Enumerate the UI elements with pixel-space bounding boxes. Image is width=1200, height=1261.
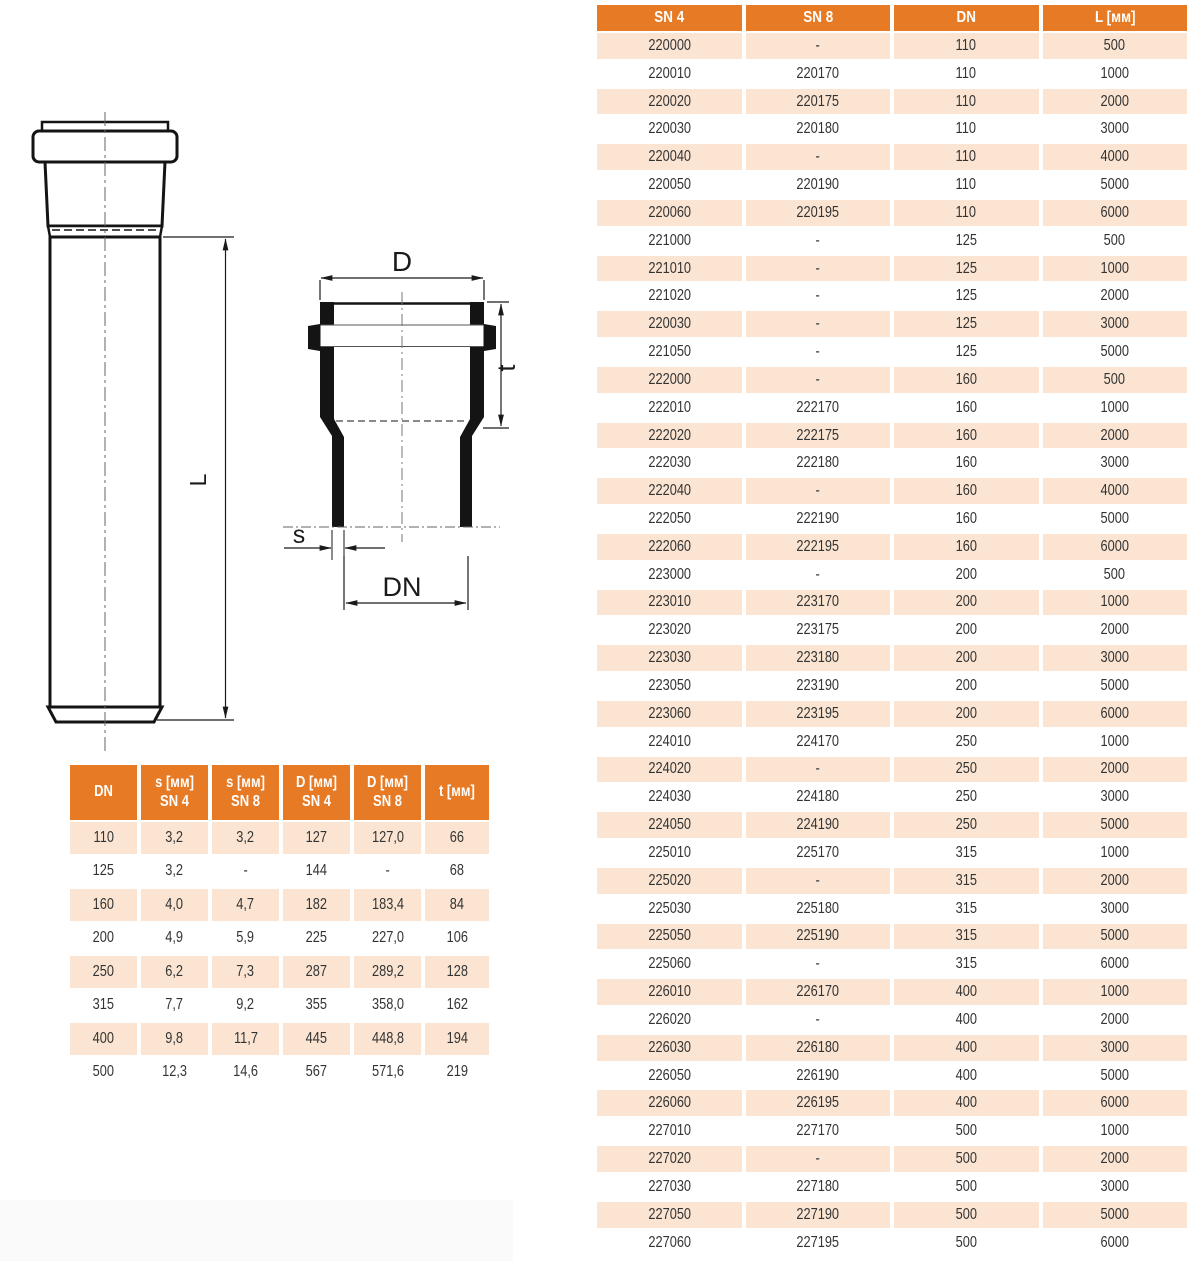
table-row [597,673,1187,699]
table-cell: 227190 [746,1202,891,1228]
table-cell: 221050 [597,339,742,365]
table-cell: 222050 [597,506,742,532]
table-cell: 5000 [1043,339,1188,365]
table-cell: - [354,856,421,888]
table-cell: 162 [425,990,489,1022]
column-header: s [мм] SN 4 [141,765,208,820]
table-row [597,33,1187,59]
table-row [597,367,1187,393]
table-cell: 250 [894,729,1039,755]
table-row [597,784,1187,810]
table-cell: 6000 [1043,1230,1188,1256]
table-row [70,822,489,854]
table-cell: 6000 [1043,951,1188,977]
table-cell: 224010 [597,729,742,755]
table-cell: 226060 [597,1090,742,1116]
table-cell: 5000 [1043,1202,1188,1228]
table-cell: 14,6 [212,1057,279,1089]
table-cell: 220000 [597,33,742,59]
column-header: D [мм] SN 4 [283,765,350,820]
table-cell: 125 [894,311,1039,337]
table-cell: 66 [425,822,489,854]
table-row [70,923,489,955]
table-cell: 4,9 [141,923,208,955]
table-cell: 5000 [1043,1063,1188,1089]
table-cell: - [746,951,891,977]
table-row [597,840,1187,866]
table-cell: 4,7 [212,889,279,921]
table-row [597,339,1187,365]
table-row [597,868,1187,894]
table-cell: 250 [894,784,1039,810]
table-cell: 6000 [1043,1090,1188,1116]
table-row [597,1202,1187,1228]
table-cell: 220030 [597,116,742,142]
table-cell: 223180 [746,645,891,671]
column-header: DN [70,765,137,820]
column-header: SN 8 [746,5,891,31]
table-row [597,1118,1187,1144]
table-cell: 128 [425,956,489,988]
table-row [597,172,1187,198]
table-cell: 2000 [1043,757,1188,783]
table-cell: 500 [1043,228,1188,254]
table-cell: 125 [70,856,137,888]
table-cell: 500 [1043,33,1188,59]
table-row [597,979,1187,1005]
table-cell: 400 [894,1063,1039,1089]
table-row [597,1174,1187,1200]
table-row [597,256,1187,282]
table-cell: 220175 [746,89,891,115]
table-cell: 1000 [1043,1118,1188,1144]
table-cell: 194 [425,1023,489,1055]
table-cell: 224180 [746,784,891,810]
table-cell: 224190 [746,812,891,838]
table-cell: 1000 [1043,840,1188,866]
table-cell: 222175 [746,423,891,449]
column-header: D [мм] SN 8 [354,765,421,820]
table-row [70,990,489,1022]
table-cell: 110 [894,116,1039,142]
table-cell: 225 [283,923,350,955]
table-cell: 400 [894,979,1039,1005]
table-cell: 6000 [1043,701,1188,727]
table-cell: 445 [283,1023,350,1055]
table-cell: 226195 [746,1090,891,1116]
table-row [597,617,1187,643]
table-cell: 400 [70,1023,137,1055]
table-cell: 250 [894,757,1039,783]
table-cell: 226170 [746,979,891,1005]
table-row [70,956,489,988]
table-cell: 200 [894,617,1039,643]
table-cell: 222060 [597,534,742,560]
table-cell: 2000 [1043,89,1188,115]
table-cell: 315 [70,990,137,1022]
table-cell: 226010 [597,979,742,1005]
table-row [597,450,1187,476]
table-row [597,1146,1187,1172]
table-row [597,645,1187,671]
table-cell: 500 [894,1230,1039,1256]
table-cell: 223190 [746,673,891,699]
table-cell: 144 [283,856,350,888]
table-cell: 9,2 [212,990,279,1022]
table-cell: - [746,1146,891,1172]
table-cell: 4000 [1043,144,1188,170]
table-cell: 1000 [1043,729,1188,755]
table-cell: 225170 [746,840,891,866]
table-cell: 227195 [746,1230,891,1256]
table-row [70,1057,489,1089]
table-cell: 110 [894,172,1039,198]
table-cell: 125 [894,256,1039,282]
table-cell: 223060 [597,701,742,727]
table-cell: 3000 [1043,450,1188,476]
table-cell: 2000 [1043,1146,1188,1172]
table-cell: 400 [894,1090,1039,1116]
table-cell: 5000 [1043,506,1188,532]
table-cell: 225180 [746,896,891,922]
table-row [70,889,489,921]
table-cell: 222180 [746,450,891,476]
table-row [597,423,1187,449]
table-cell: 222170 [746,395,891,421]
table-cell: - [746,33,891,59]
table-cell: 227060 [597,1230,742,1256]
table-cell: 1000 [1043,61,1188,87]
table-cell: 2000 [1043,617,1188,643]
table-cell: 225050 [597,924,742,950]
table-cell: 5000 [1043,924,1188,950]
table-cell: 222010 [597,395,742,421]
table-row [597,200,1187,226]
table-cell: 500 [70,1057,137,1089]
table-cell: 160 [894,450,1039,476]
table-cell: 220040 [597,144,742,170]
table-cell: - [746,562,891,588]
table-cell: 226190 [746,1063,891,1089]
table-cell: - [746,1007,891,1033]
table-cell: 220195 [746,200,891,226]
dimension-label-L: L [185,473,211,487]
table-cell: 221020 [597,283,742,309]
table-cell: 224020 [597,757,742,783]
table-cell: 3,2 [212,822,279,854]
table-cell: 220050 [597,172,742,198]
table-cell: 125 [894,339,1039,365]
table-cell: 5000 [1043,812,1188,838]
table-cell: 223175 [746,617,891,643]
table-row [597,1007,1187,1033]
table-cell: 223170 [746,590,891,616]
table-cell: 68 [425,856,489,888]
socket-section-drawing [268,243,534,625]
table-cell: 3000 [1043,116,1188,142]
table-cell: 223195 [746,701,891,727]
table-cell: - [212,856,279,888]
table-cell: 250 [894,812,1039,838]
table-cell: 250 [70,956,137,988]
table-cell: 358,0 [354,990,421,1022]
column-header: s [мм] SN 8 [212,765,279,820]
table-cell: 110 [894,61,1039,87]
table-cell: 448,8 [354,1023,421,1055]
table-cell: 11,7 [212,1023,279,1055]
table-cell: 2000 [1043,868,1188,894]
table-cell: 227030 [597,1174,742,1200]
table-cell: 220020 [597,89,742,115]
table-cell: 220190 [746,172,891,198]
table-cell: - [746,478,891,504]
table-cell: 9,8 [141,1023,208,1055]
table-row [597,562,1187,588]
table-cell: - [746,256,891,282]
table-cell: 222195 [746,534,891,560]
table-cell: 110 [894,144,1039,170]
table-cell: - [746,311,891,337]
table-cell: 224030 [597,784,742,810]
table-cell: 500 [1043,562,1188,588]
table-cell: 160 [894,367,1039,393]
table-cell: 1000 [1043,979,1188,1005]
table-cell: 200 [894,701,1039,727]
table-cell: 110 [894,89,1039,115]
table-row [597,701,1187,727]
dimension-label-t: t [493,364,521,372]
table-cell: 200 [894,645,1039,671]
table-cell: 226180 [746,1035,891,1061]
table-cell: 127 [283,822,350,854]
table-cell: 183,4 [354,889,421,921]
table-row [597,951,1187,977]
table-cell: 110 [894,33,1039,59]
table-cell: 6000 [1043,534,1188,560]
table-row [597,506,1187,532]
table-row [597,534,1187,560]
table-cell: 127,0 [354,822,421,854]
table-cell: 315 [894,924,1039,950]
table-cell: 7,7 [141,990,208,1022]
table-cell: 5,9 [212,923,279,955]
dimension-label-s: s [292,521,306,549]
table-row [597,924,1187,950]
table-cell: 400 [894,1035,1039,1061]
table-cell: 227050 [597,1202,742,1228]
table-row [70,856,489,888]
table-cell: 225020 [597,868,742,894]
table-cell: 223030 [597,645,742,671]
table-cell: 84 [425,889,489,921]
table-cell: 5000 [1043,172,1188,198]
table-cell: 227170 [746,1118,891,1144]
table-cell: 1000 [1043,590,1188,616]
table-cell: 221000 [597,228,742,254]
table-cell: 315 [894,951,1039,977]
table-cell: 125 [894,283,1039,309]
table-cell: 110 [894,200,1039,226]
header-row [597,5,1187,31]
table-cell: 355 [283,990,350,1022]
table-cell: 2000 [1043,423,1188,449]
table-cell: 223050 [597,673,742,699]
table-cell: 227180 [746,1174,891,1200]
table-cell: 12,3 [141,1057,208,1089]
table-cell: 6,2 [141,956,208,988]
table-cell: 160 [70,889,137,921]
table-cell: 160 [894,506,1039,532]
table-cell: 1000 [1043,395,1188,421]
table-cell: 3000 [1043,645,1188,671]
table-cell: 222020 [597,423,742,449]
table-cell: - [746,283,891,309]
table-cell: - [746,757,891,783]
table-cell: - [746,144,891,170]
table-cell: 500 [894,1202,1039,1228]
table-cell: 225030 [597,896,742,922]
table-row [597,61,1187,87]
column-header: L [мм] [1043,5,1188,31]
table-row [597,1063,1187,1089]
table-cell: - [746,339,891,365]
table-row [597,1230,1187,1256]
table-cell: 220180 [746,116,891,142]
table-cell: 287 [283,956,350,988]
table-cell: 315 [894,868,1039,894]
article-numbers-table [593,3,1191,1258]
table-cell: 500 [894,1118,1039,1144]
table-cell: 5000 [1043,673,1188,699]
table-row [597,590,1187,616]
table-row [597,812,1187,838]
table-cell: 200 [70,923,137,955]
table-cell: 160 [894,478,1039,504]
table-cell: 200 [894,673,1039,699]
table-row [597,311,1187,337]
table-row [597,729,1187,755]
table-cell: 222000 [597,367,742,393]
table-cell: 200 [894,562,1039,588]
dimension-label-DN: DN [382,572,422,602]
table-cell: 222190 [746,506,891,532]
table-cell: 200 [894,590,1039,616]
table-row [597,1035,1187,1061]
table-cell: 571,6 [354,1057,421,1089]
column-header: DN [894,5,1039,31]
table-cell: 2000 [1043,1007,1188,1033]
table-cell: 224170 [746,729,891,755]
table-cell: 227020 [597,1146,742,1172]
table-cell: 223010 [597,590,742,616]
column-header: SN 4 [597,5,742,31]
pipe-side-view-drawing [18,103,250,765]
table-cell: 567 [283,1057,350,1089]
table-cell: 220010 [597,61,742,87]
table-cell: 220030 [597,311,742,337]
table-cell: 220170 [746,61,891,87]
table-cell: 225060 [597,951,742,977]
table-row [597,896,1187,922]
table-cell: 110 [70,822,137,854]
table-cell: 225190 [746,924,891,950]
table-cell: 160 [894,395,1039,421]
dimension-label-D: D [391,246,413,277]
table-row [597,228,1187,254]
table-cell: 219 [425,1057,489,1089]
table-cell: 160 [894,423,1039,449]
table-cell: 4000 [1043,478,1188,504]
table-cell: 7,3 [212,956,279,988]
table-cell: 225010 [597,840,742,866]
table-cell: 182 [283,889,350,921]
table-cell: 3000 [1043,896,1188,922]
table-cell: 3000 [1043,311,1188,337]
table-cell: 315 [894,840,1039,866]
table-cell: 227,0 [354,923,421,955]
page-footer-strip [0,1200,513,1261]
table-cell: - [746,868,891,894]
table-cell: 1000 [1043,256,1188,282]
table-cell: 106 [425,923,489,955]
table-cell: 6000 [1043,200,1188,226]
table-row [597,144,1187,170]
column-header: t [мм] [425,765,489,820]
table-cell: 221010 [597,256,742,282]
pipe-dimensions-table [66,763,493,1090]
table-cell: 220060 [597,200,742,226]
table-cell: 315 [894,896,1039,922]
table-cell: 223000 [597,562,742,588]
table-cell: - [746,228,891,254]
table-cell: 224050 [597,812,742,838]
table-cell: 226030 [597,1035,742,1061]
table-cell: 3000 [1043,784,1188,810]
table-cell: 500 [1043,367,1188,393]
table-cell: 500 [894,1146,1039,1172]
table-cell: 3000 [1043,1035,1188,1061]
table-cell: 2000 [1043,283,1188,309]
table-row [70,1023,489,1055]
table-cell: 226050 [597,1063,742,1089]
table-row [597,395,1187,421]
header-row [70,765,489,820]
table-cell: 3,2 [141,856,208,888]
table-row [597,757,1187,783]
table-cell: 222030 [597,450,742,476]
table-cell: 3000 [1043,1174,1188,1200]
table-row [597,89,1187,115]
table-cell: 400 [894,1007,1039,1033]
table-cell: 500 [894,1174,1039,1200]
table-cell: 125 [894,228,1039,254]
table-row [597,283,1187,309]
table-cell: 226020 [597,1007,742,1033]
table-cell: 289,2 [354,956,421,988]
table-row [597,1090,1187,1116]
table-row [597,116,1187,142]
table-cell: 227010 [597,1118,742,1144]
table-cell: 4,0 [141,889,208,921]
table-row [597,478,1187,504]
table-cell: - [746,367,891,393]
table-cell: 223020 [597,617,742,643]
table-cell: 160 [894,534,1039,560]
table-cell: 3,2 [141,822,208,854]
table-cell: 222040 [597,478,742,504]
